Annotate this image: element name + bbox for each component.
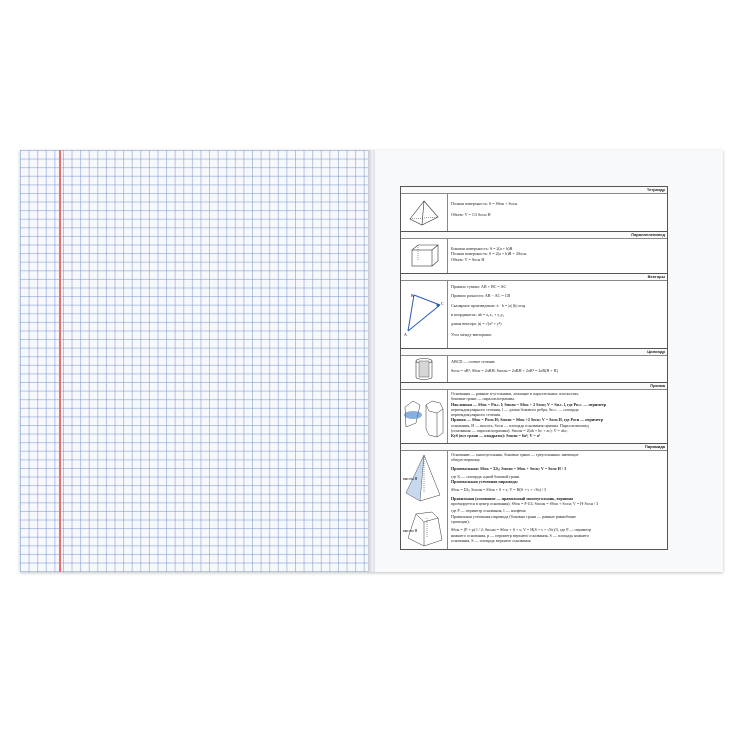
formula-line: в координатах: ab = x₁x₂ + y₁y₂ [451,311,505,317]
formula-line: Sбок = ΣSᵢ; Sполн = Sбок + S + s; V = H(S + s + √Ss) / 3 [451,487,547,493]
section-title: Пирамида [401,444,667,451]
vertex-label-b: B [411,293,414,298]
section-tetrahedron [401,187,667,232]
formula-line: Полная поверхность: S = 2(a + b)H + 2Sосн. [451,251,528,257]
section-prism [401,383,667,444]
section-title: Тетраэдр [401,187,667,194]
formula-line: Боковая поверхность: S = 2(a + b)H [451,246,513,251]
formula-line: ABCD — осевое сечение [451,359,495,364]
formula-line: Sбок = (P + p)·l / 2; Sполн = Sбок + S + s; V = H(S + s + √Ss)/3, где P — периметр [451,527,592,533]
formula-line: Правило разности: AB − AC = CB [451,293,511,299]
formula-line: перпендикулярного сечения, l — длина бокового ребра, Sп.с. — площадь [451,406,579,412]
formula-line: Наклонная — Sбок = Pп.с. l; Sполн = Sбок + 2 Sосн; V = Sп.с. l, где Pп.с. — периметр [451,401,607,407]
formula-line: (основания — параллелограммы): Sполн = 2(ab + bc + ac); V = abc; [451,428,568,434]
formula-line: Объем: V = Sосн H [451,256,485,262]
tetrahedron-figure [401,194,448,231]
height-label: высота H [403,477,418,481]
grid-page [20,150,371,572]
formula-line: длина вектора: |a| = √(x² + y²) [451,321,502,327]
formula-line: основания, S — площадь верхнего основания [451,537,531,543]
formula-line: Куб (все грани — квадраты): Sполн = 6a²; V = a³ [451,433,540,439]
formula-line: Правильная (основание — правильный многоугольник, вершина [451,495,574,501]
formula-line: Правило суммы: AB + BC = AC [451,284,507,289]
formula-line: Основание — многоугольник, боковые грани — треугольники, имеющие [451,452,579,457]
height-label: высота H [403,529,418,533]
vertex-label-a: A [404,332,407,337]
formula-line: Произвольная: Sбок = ΣSᵢ; Sполн = Sбок + Sосн; V = Sосн H / 3 [451,465,567,471]
section-parallelepiped [401,232,667,274]
section-title: Параллелепипед [401,232,667,239]
formula-line: общую вершину. [451,457,481,463]
formula-line: проецируется в центр основания): Sбок = P·l/2; Sполн = Sбок + Sосн; V = H·Sосн / 3 [451,501,599,507]
formula-line: Правильная усеченная пирамида (боковые грани — равные равнобокие [451,513,576,519]
notebook-spine [368,150,375,572]
formula-line: Основания — равные n-угольники, лежащие в параллельных плоскостях, [451,391,580,396]
vectors-figure [401,281,448,348]
formula-line: где Sᵢ — площадь одной боковой грани. [451,473,521,479]
formula-line: трапеции): [451,518,470,524]
formula-line: где P — периметр основания, l — апофема [451,508,526,514]
section-title: Цилиндр [401,349,667,356]
section-title: Векторы [401,274,667,281]
formula-line: боковые грани — параллелограммы. [451,396,515,402]
formula-line: нижнего основания, p — периметр верхнего основания, S — площадь нижнего [451,532,589,538]
section-title: Призма [401,383,667,390]
margin-line [59,150,61,572]
pyramid-figure [401,451,448,549]
formula-line: Прямая — Sбок = Pосн H; Sполн = Sбок +2 Sосн; V = Sосн H, где Pосн — периметр [451,417,604,423]
geometry-reference-table [400,186,668,550]
formula-line: Произвольная усеченная пирамида: [451,479,519,485]
section-vectors [401,274,667,349]
cylinder-figure [401,356,448,382]
parallelepiped-figure [401,239,448,273]
vertex-label-c: C [441,301,444,306]
formula-line: Sосн = πR²; Sбок = 2πRH; Sполн = 2πRH + 2πR² = 2πR(H + R) [451,368,558,374]
formula-line: основания, H — высота, Sосн — площадь основания призмы. Параллелепипед [451,422,589,428]
formula-line: Полная поверхность: S = Sбок + Sосн. [451,201,518,206]
formula-line: Скалярное произведение: a · b = |a| |b| cosφ [451,302,526,308]
prism-figure [401,390,448,443]
formula-line: Объем: V = 1/3 Sосн H [451,212,491,218]
formula-line: перпендикулярного сечения. [451,412,501,418]
section-pyramid [401,444,667,549]
section-cylinder [401,349,667,383]
formula-line: Угол между векторами: [451,332,492,338]
